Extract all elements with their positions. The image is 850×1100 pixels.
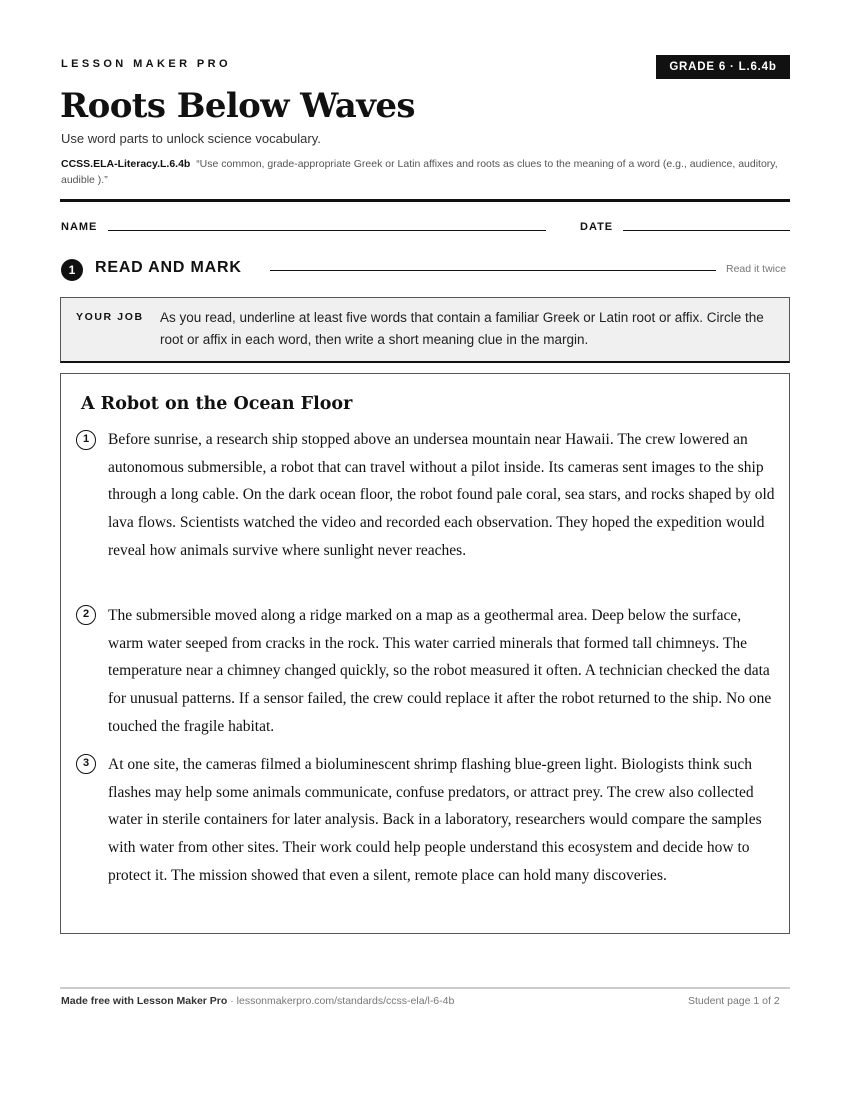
passage-title: A Robot on the Ocean Floor: [81, 394, 353, 414]
standard-reference: [61, 156, 796, 188]
paragraph-number-2: 2: [76, 605, 96, 625]
standard-code: CCSS.ELA-Literacy.L.6.4b: [61, 158, 191, 170]
passage-paragraph-3: At one site, the cameras filmed a bioluminescent shrimp flashing blue-green light. Biologists think such flashes may help some animals communicate, confuse predators, or attract prey. The crew also collected water in sterile containers for later analysis. Back in a laboratory, researchers would compare the samples with water from other sites. Their work could help people understand this ecosystem and decide how to protect it. The mission showed that even a silent, remote place can hold many discoveries.: [108, 756, 762, 884]
section-title: READ AND MARK: [95, 259, 242, 276]
passage-paragraph-1: Before sunrise, a research ship stopped above an undersea mountain near Hawaii. The crew lowered an autonomous submersible, a robot that can travel without a pilot inside. Its cameras sent images to the ship through a long cable. On the dark ocean floor, the robot found pale coral, sea stars, and rocks shaped by old lava flows. Scientists watched the video and recorded each observation. They hoped the expedition would reveal how animals survive where sunlight never reaches.: [108, 431, 775, 559]
name-field-line[interactable]: [108, 230, 546, 231]
date-label: DATE: [580, 221, 614, 233]
footer-page-number: Student page 1 of 2: [688, 995, 780, 1007]
standard-text: “Use common, grade-appropriate Greek or Latin affixes and roots as clues to the meaning of a word (e.g., audience, auditory, audible ).”: [61, 158, 778, 186]
footer-divider: [60, 987, 790, 989]
paragraph-number-1: 1: [76, 430, 96, 450]
date-field-line[interactable]: [623, 230, 790, 231]
section-hint: Read it twice: [726, 263, 787, 275]
job-label: YOUR JOB: [76, 311, 144, 323]
grade-badge: GRADE 6 · L.6.4b: [656, 55, 790, 79]
header-divider: [60, 199, 790, 202]
job-text: As you read, underline at least five words that contain a familiar Greek or Latin root or affix. Circle the root or affix in each word, then write a short meaning clue in the margin.: [160, 310, 764, 347]
brand-name: LESSON MAKER PRO: [61, 58, 231, 70]
paragraph-number-3: 3: [76, 754, 96, 774]
reading-passage: [60, 373, 790, 934]
section-divider: [270, 270, 716, 271]
passage-paragraph-2: The submersible moved along a ridge marked on a map as a geothermal area. Deep below the surface, warm water seeped from cracks in the rock. This water carried minerals that formed tall chimneys. The temperature near a chimney changed quickly, so the robot measured it often. A technician checked the data for unusual patterns. If a sensor failed, the crew could replace it after the robot returned to the ship. No one touched the fragile habitat.: [108, 607, 772, 735]
footer-separator: ·: [227, 995, 237, 1007]
footer-url-link[interactable]: lessonmakerpro.com/standards/ccss-ela/l-6-4b: [236, 995, 455, 1007]
worksheet-subtitle: Use word parts to unlock science vocabulary.: [61, 131, 321, 146]
footer-made-with: Made free with Lesson Maker Pro: [61, 995, 228, 1007]
section-number-badge: 1: [61, 259, 83, 281]
name-label: NAME: [61, 221, 98, 233]
worksheet-title: Roots Below Waves: [60, 86, 415, 126]
job-instructions-box: [60, 297, 790, 363]
footer-credit: [61, 995, 454, 1007]
